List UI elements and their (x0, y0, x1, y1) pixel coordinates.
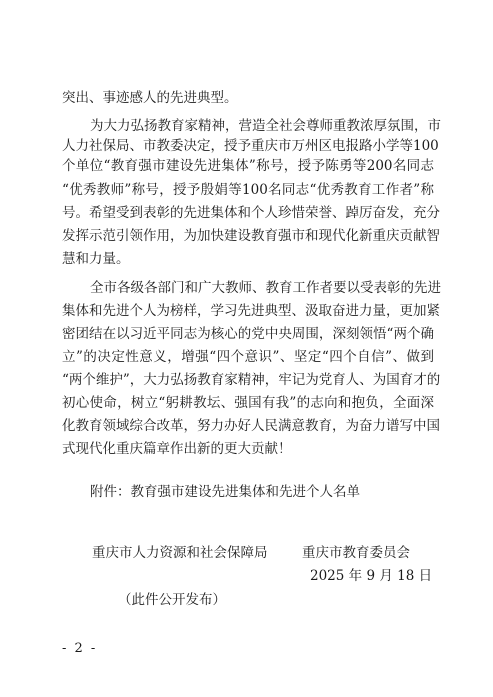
decision-paragraph-line: 慧和力量。 (62, 251, 130, 267)
decision-paragraph-line: 人力社保局、市教委决定，授予重庆市万州区电报路小学等100 (62, 138, 439, 154)
attachment-line: 附件：教育强市建设先进集体和先进个人名单 (90, 484, 360, 500)
decision-paragraph-line: 发挥示范引领作用，为加快建设教育强市和现代化新重庆贡献智 (62, 228, 440, 244)
issue-date: 2025 年 9 月 18 日 (310, 568, 433, 584)
call-paragraph-line: “两个维护”，大力弘扬教育家精神，牢记为党育人、为国育才的 (62, 372, 441, 388)
call-paragraph-line: 密团结在以习近平同志为核心的党中央周围，深刻领悟“两个确 (62, 326, 434, 342)
call-paragraph-line: 式现代化重庆篇章作出新的更大贡献！ (62, 441, 292, 457)
intro-tail-line: 突出、事迹感人的先进典型。 (62, 90, 238, 106)
issuer-right: 重庆市教育委员会 (302, 545, 410, 561)
page-number: - 2 - (62, 641, 98, 656)
decision-paragraph-line: 为大力弘扬教育家精神，营造全社会尊师重教浓厚氛围，市 (90, 118, 441, 134)
call-paragraph-line: 集体和先进个人为榜样，学习先进典型、汲取奋进力量，更加紧 (62, 303, 440, 319)
call-paragraph-line: 初心使命，树立“躬耕教坛、强国有我”的志向和抱负，全面深 (62, 395, 434, 411)
decision-paragraph-line: “优秀教师”称号，授予殷娟等100名同志“优秀教育工作者”称 (62, 182, 434, 198)
issuer-left: 重庆市人力资源和社会保障局 (92, 545, 268, 561)
call-paragraph-line: 全市各级各部门和广大教师、教育工作者要以受表彰的先进 (90, 280, 441, 296)
call-paragraph-line: 立”的决定性意义，增强“四个意识”、坚定“四个自信”、做到 (62, 349, 434, 365)
call-paragraph-line: 化教育领域综合改革，努力办好人民满意教育，为奋力谱写中国 (62, 418, 440, 434)
publish-note: （此件公开发布） (118, 592, 226, 608)
decision-paragraph-line: 号。希望受到表彰的先进集体和个人珍惜荣誉、踔厉奋发，充分 (62, 205, 440, 221)
decision-paragraph-line: 个单位“教育强市建设先进集体”称号，授予陈勇等200名同志 (62, 158, 434, 174)
